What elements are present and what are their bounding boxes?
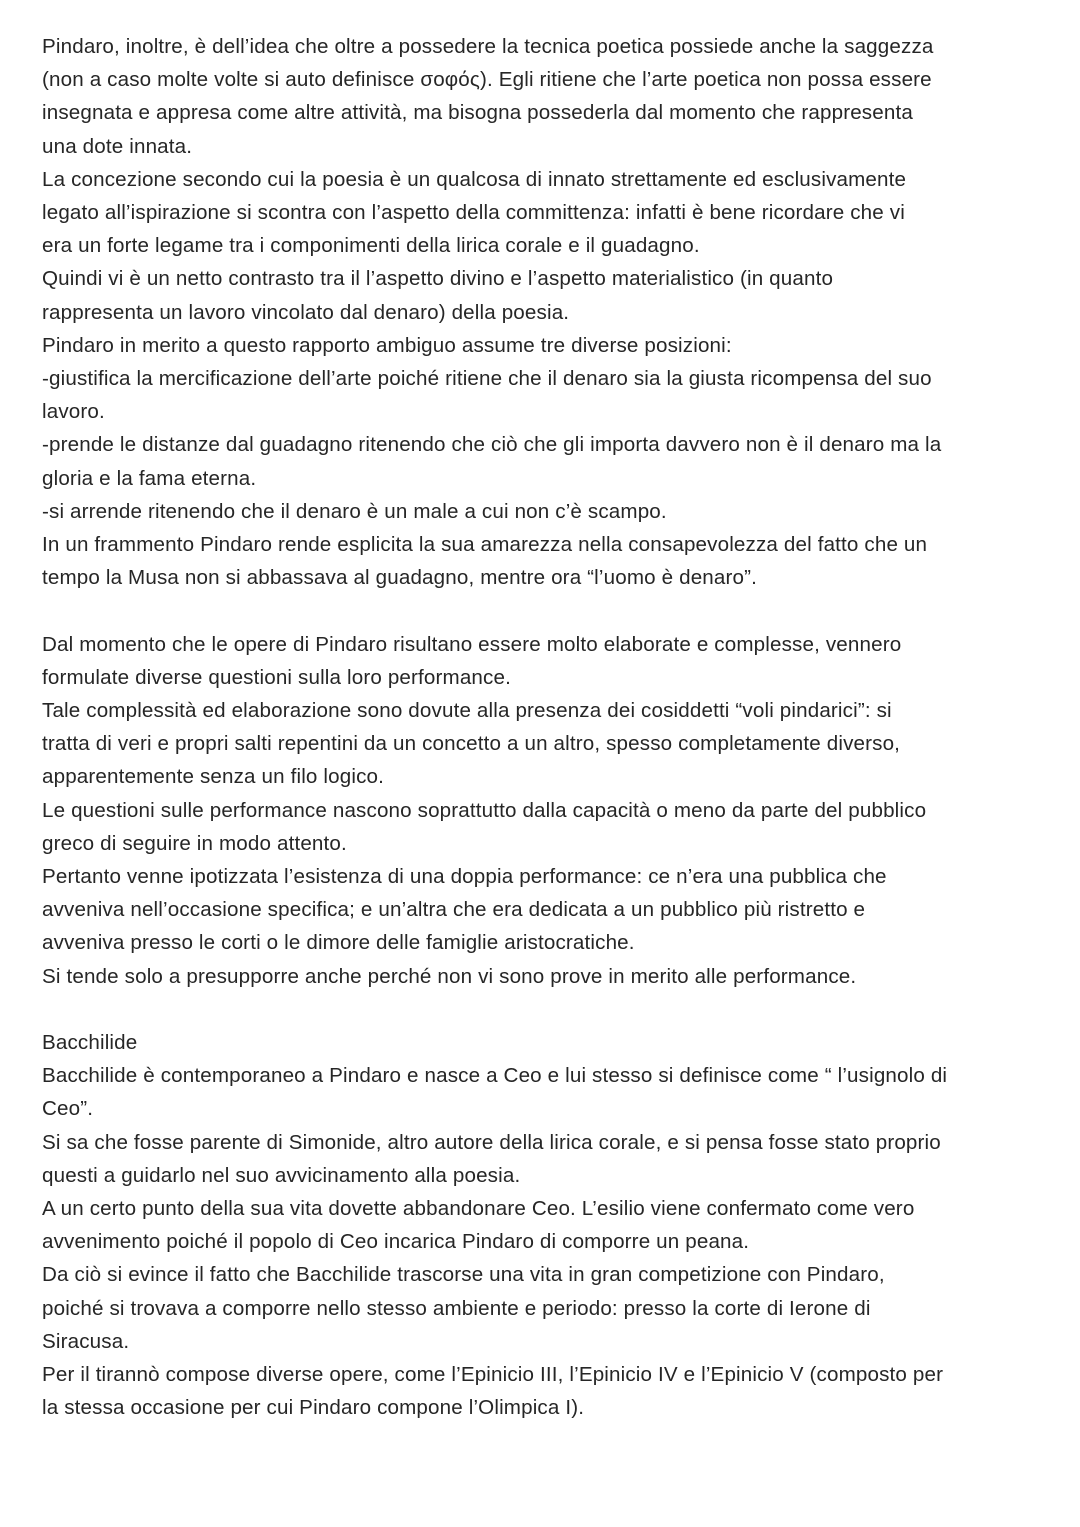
text-line: Siracusa.: [42, 1329, 130, 1353]
paragraph: [42, 1192, 1047, 1258]
section-heading: [42, 1059, 1047, 1125]
paragraph: [42, 1358, 1047, 1424]
text-line: questi a guidarlo nel suo avvicinamento alla poesia.: [42, 1163, 521, 1187]
text-line: Tale complessità ed elaborazione sono dovute alla presenza dei cosiddetti “voli pindarici”: si: [42, 699, 892, 723]
paragraph: [42, 860, 1047, 960]
paragraph: [42, 694, 1047, 794]
text-line: Da ciò si evince il fatto che Bacchilide trascorse una vita in gran competizione con Pindaro,: [42, 1263, 885, 1287]
text-line: insegnata e appresa come altre attività, ma bisogna possederla dal momento che rappresenta: [42, 101, 913, 125]
text-line: A un certo punto della sua vita dovette abbandonare Ceo. L’esilio viene confermato come vero: [42, 1197, 915, 1221]
paragraph: [42, 262, 1047, 328]
text-line: -prende le distanze dal guadagno ritenendo che ciò che gli importa davvero non è il denaro ma la: [42, 433, 942, 457]
text-line: Le questioni sulle performance nascono soprattutto dalla capacità o meno da parte del pubblico: [42, 798, 927, 822]
text-line: Pindaro, inoltre, è dell’idea che oltre a possedere la tecnica poetica possiede anche la saggezza: [42, 35, 934, 58]
text-line: Quindi vi è un netto contrasto tra il l’aspetto divino e l’aspetto materialistico (in quanto: [42, 267, 834, 291]
text-line: avveniva presso le corti o le dimore delle famiglie aristocratiche.: [42, 931, 635, 955]
paragraph: [42, 628, 1047, 694]
paragraph: [42, 495, 1047, 528]
text-line: apparentemente senza un filo logico.: [42, 765, 384, 789]
text-line: Pertanto venne ipotizzata l’esistenza di una doppia performance: ce n’era una pubblica che: [42, 865, 887, 889]
text-line: (non a caso molte volte si auto definisce σοφός). Egli ritiene che l’arte poetica non possa essere: [42, 68, 932, 92]
paragraph: [42, 163, 1047, 263]
text-line: tratta di veri e propri salti repentini da un concetto a un altro, spesso completamente diverso,: [42, 732, 901, 756]
text-line: In un frammento Pindaro rende esplicita la sua amarezza nella consapevolezza del fatto che un: [42, 533, 928, 557]
text-line: lavoro.: [42, 400, 105, 424]
text-line: Si tende solo a presupporre anche perché non vi sono prove in merito alle performance.: [42, 964, 857, 988]
paragraph: [42, 1126, 1047, 1192]
text-line: avveniva nell’occasione specifica; e un’altra che era dedicata a un pubblico più ristretto e: [42, 898, 866, 922]
text-line: Dal momento che le opere di Pindaro risultano essere molto elaborate e complesse, vennero: [42, 632, 902, 656]
text-line: -si arrende ritenendo che il denaro è un male a cui non c’è scampo.: [42, 499, 667, 523]
paragraph: [42, 428, 1047, 494]
text-line: una dote innata.: [42, 134, 193, 158]
paragraph: [42, 329, 1047, 362]
text-line: Per il tirannò compose diverse opere, come l’Epinicio III, l’Epinicio IV e l’Epinicio V (composto per: [42, 1363, 944, 1387]
paragraph: [42, 960, 1047, 993]
text-line: tempo la Musa non si abbassava al guadagno, mentre ora “l’uomo è denaro”.: [42, 566, 757, 590]
text-line: avvenimento poiché il popolo di Ceo incarica Pindaro di comporre un peana.: [42, 1230, 750, 1254]
paragraph: [42, 1026, 1047, 1059]
paragraph: [42, 1258, 1047, 1358]
text-line: Pindaro in merito a questo rapporto ambiguo assume tre diverse posizioni:: [42, 333, 732, 357]
text-line: la stessa occasione per cui Pindaro compone l’Olimpica I).: [42, 1396, 585, 1420]
text-line: -giustifica la mercificazione dell’arte poiché ritiene che il denaro sia la giusta ricompensa del suo: [42, 367, 932, 391]
text-line: Bacchilide: [42, 1031, 138, 1055]
paragraph: [42, 794, 1047, 860]
text-line: La concezione secondo cui la poesia è un qualcosa di innato strettamente ed esclusivamente: [42, 167, 907, 191]
paragraph-gap: [42, 594, 1047, 627]
text-line: poiché si trovava a comporre nello stesso ambiente e periodo: presso la corte di Ierone di: [42, 1296, 871, 1320]
text-line: era un forte legame tra i componimenti della lirica corale e il guadagno.: [42, 234, 700, 258]
paragraph: [42, 362, 1047, 428]
text-line: Bacchilide è contemporaneo a Pindaro e nasce a Ceo e lui stesso si definisce come “ l’usignolo di: [42, 1064, 948, 1088]
paragraph: [42, 30, 1047, 163]
text-line: formulate diverse questioni sulla loro performance.: [42, 665, 511, 689]
text-line: Ceo”.: [42, 1097, 94, 1121]
paragraph-gap: [42, 993, 1047, 1026]
text-line: gloria e la fama eterna.: [42, 466, 257, 490]
text-line: legato all’ispirazione si scontra con l’aspetto della committenza: infatti è bene ricordare che vi: [42, 201, 905, 225]
document-body: [42, 30, 1047, 1425]
text-line: Si sa che fosse parente di Simonide, altro autore della lirica corale, e si pensa fosse stato proprio: [42, 1130, 941, 1154]
text-line: rappresenta un lavoro vincolato dal denaro) della poesia.: [42, 300, 570, 324]
paragraph: [42, 528, 1047, 594]
text-line: greco di seguire in modo attento.: [42, 831, 347, 855]
